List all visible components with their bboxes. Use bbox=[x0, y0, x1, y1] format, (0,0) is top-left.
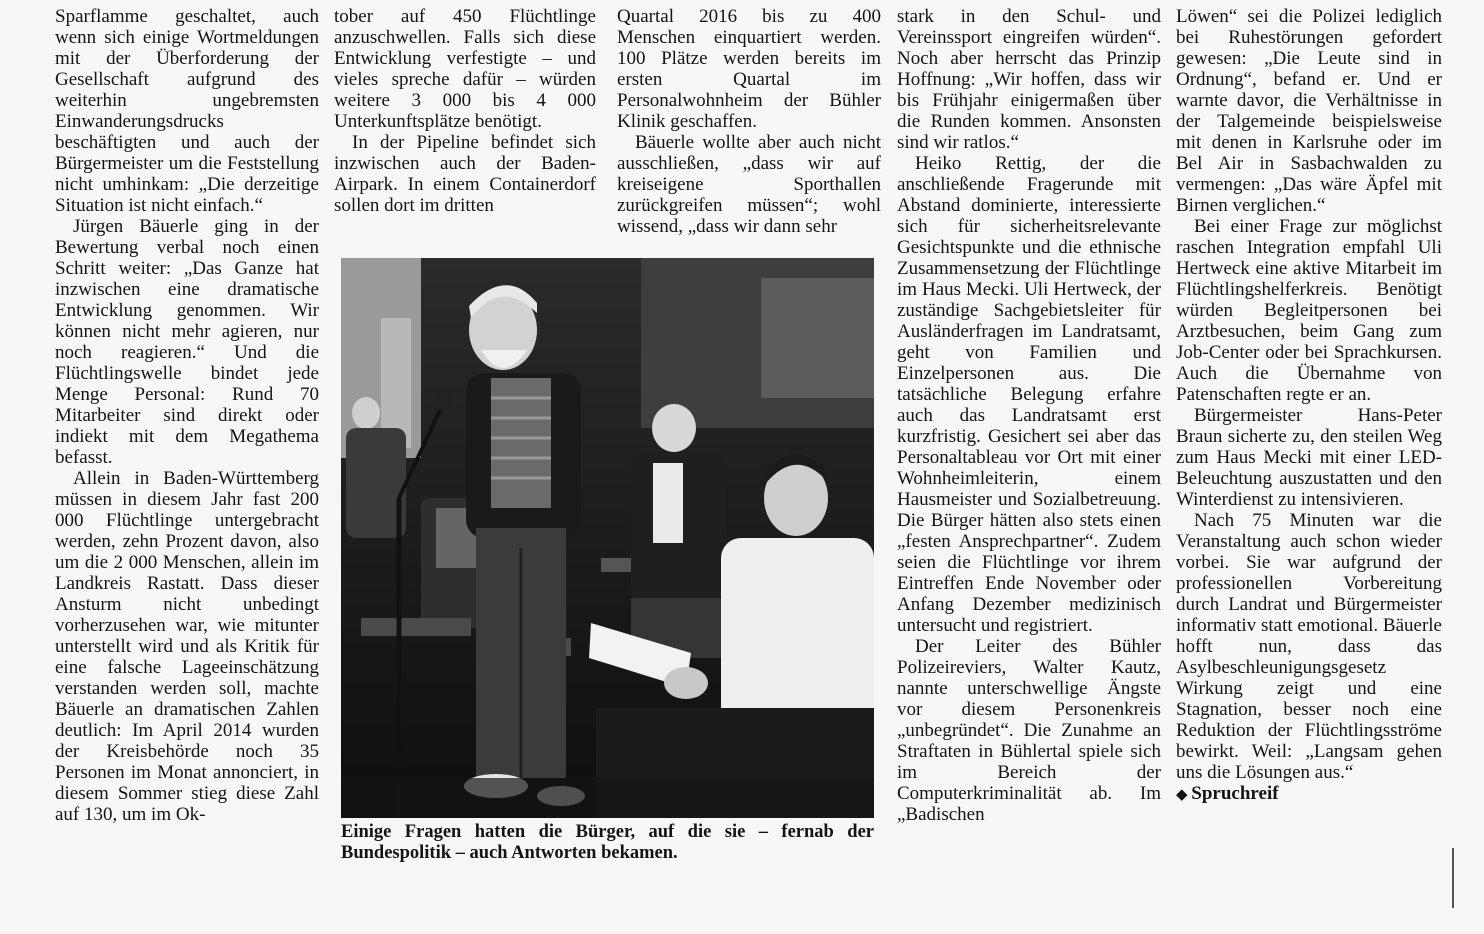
article-column-3 bbox=[617, 6, 881, 237]
paragraph: Löwen“ sei die Polizei lediglich bei Ruhestörungen gefordert gewesen: „Die Leute sind in Ordnung“, befand er. Und er warnte davor, die Verhältnisse in der Talgemeinde beispielsweise mit denen in Karlsruhe oder im Bel Air in Sasbachwalden zu vermengen: „Das wäre Äpfel mit Birnen verglichen.“ bbox=[1176, 6, 1442, 216]
article-column-1 bbox=[55, 6, 319, 825]
byline-name: Spruchreif bbox=[1191, 783, 1279, 804]
paragraph: Nach 75 Minuten war die Veranstaltung auch schon wieder vorbei. Sie war aufgrund der professionellen Vorbereitung durch Landrat und Bürgermeister informativ statt emotional. Bäuerle hofft nun, dass das Asylbeschleunigungsgesetz Wirkung zeigt und eine Stagnation, besser noch eine Reduktion der Flüchtlingsströme bewirkt. Weil: „Langsam gehen uns die Lösungen aus.“ bbox=[1176, 510, 1442, 783]
paragraph: Quartal 2016 bis zu 400 Menschen einquartiert werden. 100 Plätze werden bereits im ersten Quartal im Personalwohnheim der Bühler Klinik geschaffen. bbox=[617, 6, 881, 132]
photo-caption: Einige Fragen hatten die Bürger, auf die sie – fernab der Bundespolitik – auch Antworten bekamen. bbox=[341, 822, 874, 863]
article-column-4 bbox=[897, 6, 1161, 825]
paragraph: Heiko Rettig, der die anschließende Fragerunde mit Abstand dominierte, interessierte sich für sicherheitsrelevante Gesichtspunkte und die ethnische Zusammensetzung der Flüchtlinge im Haus Mecki. Uli Hertweck, der zuständige Sachgebietsleiter für Ausländerfragen im Landratsamt, geht von Familien und Einzelpersonen aus. Die tatsächliche Belegung erfahre auch das Landratsamt erst kurzfristig. Gesichert sei aber das Personaltableau vor Ort mit einer Wohnheimleiterin, einem Hausmeister und Sozialbetreuung. Die Bürger hätten also stets einen „festen Ansprechpartner“. Zudem seien die Flüchtlinge vor ihrem Eintreffen Ende November oder Anfang Dezember medizinisch untersucht und registriert. bbox=[897, 153, 1161, 636]
news-photo bbox=[341, 258, 874, 818]
paragraph: Bürgermeister Hans-Peter Braun sicherte zu, den steilen Weg zum Haus Mecki mit einer LED-Beleuchtung auszustatten und den Winterdienst zu intensivieren. bbox=[1176, 405, 1442, 510]
paragraph: Der Leiter des Bühler Polizeireviers, Walter Kautz, nannte unterschwellige Ängste vor diesem Personenkreis „unbegründet“. Die Zunahme an Straftaten in Bühlertal spiele sich im Bereich der Computerkriminalität ab. Im „Badischen bbox=[897, 636, 1161, 825]
paragraph: stark in den Schul- und Vereinssport eingreifen würden“. Noch aber herrscht das Prinzip Hoffnung: „Wir hoffen, dass wir bis Frühjahr einigermaßen über die Runden kommen. Ansonsten sind wir ratlos.“ bbox=[897, 6, 1161, 153]
paragraph: Allein in Baden-Württemberg müssen in diesem Jahr fast 200 000 Flüchtlinge untergebracht werden, zehn Prozent davon, also um die 2 000 Menschen, allein im Landkreis Rastatt. Dass dieser Ansturm nicht unbedingt vorherzusehen war, wie mitunter unterstellt wird und als Kritik für eine falsche Lageeinschätzung verstanden werden soll, machte Bäuerle an dramatischen Zahlen deutlich: Im April 2014 wurden der Kreisbehörde noch 35 Personen im Monat annonciert, in diesem Sommer stieg diese Zahl auf 130, um im Ok- bbox=[55, 468, 319, 825]
article-column-5 bbox=[1176, 6, 1442, 806]
paragraph: Sparflamme geschaltet, auch wenn sich einige Wortmeldungen mit der Überforderung der Gesellschaft aufgrund des weiterhin ungebremsten Einwanderungsdrucks beschäftigten und auch der Bürgermeister um die Feststellung nicht umhinkam: „Die derzeitige Situation ist nicht einfach.“ bbox=[55, 6, 319, 216]
paragraph: Bäuerle wollte aber auch nicht ausschließen, „dass wir auf kreiseigene Sporthallen zurückgreifen müssen“; wohl wissend, „dass wir dann sehr bbox=[617, 132, 881, 237]
paragraph: Bei einer Frage zur möglichst raschen Integration empfahl Uli Hertweck eine aktive Mitarbeit im Flüchtlingshelferkreis. Benötigt würden Begleitpersonen bei Arztbesuchen, beim Gang zum Job-Center oder bei Sprachkursen. Auch die Übernahme von Patenschaften regte er an. bbox=[1176, 216, 1442, 405]
paragraph: In der Pipeline befindet sich inzwischen auch der Baden-Airpark. In einem Containerdorf sollen dort im dritten bbox=[334, 132, 596, 216]
paragraph: tober auf 450 Flüchtlinge anzuschwellen. Falls sich diese Entwicklung verfestigte – und vieles spreche dafür – würden weitere 3 000 bis 4 000 Unterkunftsplätze benötigt. bbox=[334, 6, 596, 132]
column-rule bbox=[1452, 848, 1454, 908]
photo-illustration bbox=[341, 258, 874, 818]
diamond-icon: ◆ bbox=[1176, 787, 1192, 803]
article-column-2 bbox=[334, 6, 596, 216]
paragraph: Jürgen Bäuerle ging in der Bewertung verbal noch einen Schritt weiter: „Das Ganze hat inzwischen eine dramatische Entwicklung genommen. Wir können nicht mehr agieren, nur noch reagieren.“ Und die Flüchtlingswelle bindet jede Menge Personal: Rund 70 Mitarbeiter sind direkt oder indiekt mit dem Megathema befasst. bbox=[55, 216, 319, 468]
byline bbox=[1176, 783, 1442, 806]
